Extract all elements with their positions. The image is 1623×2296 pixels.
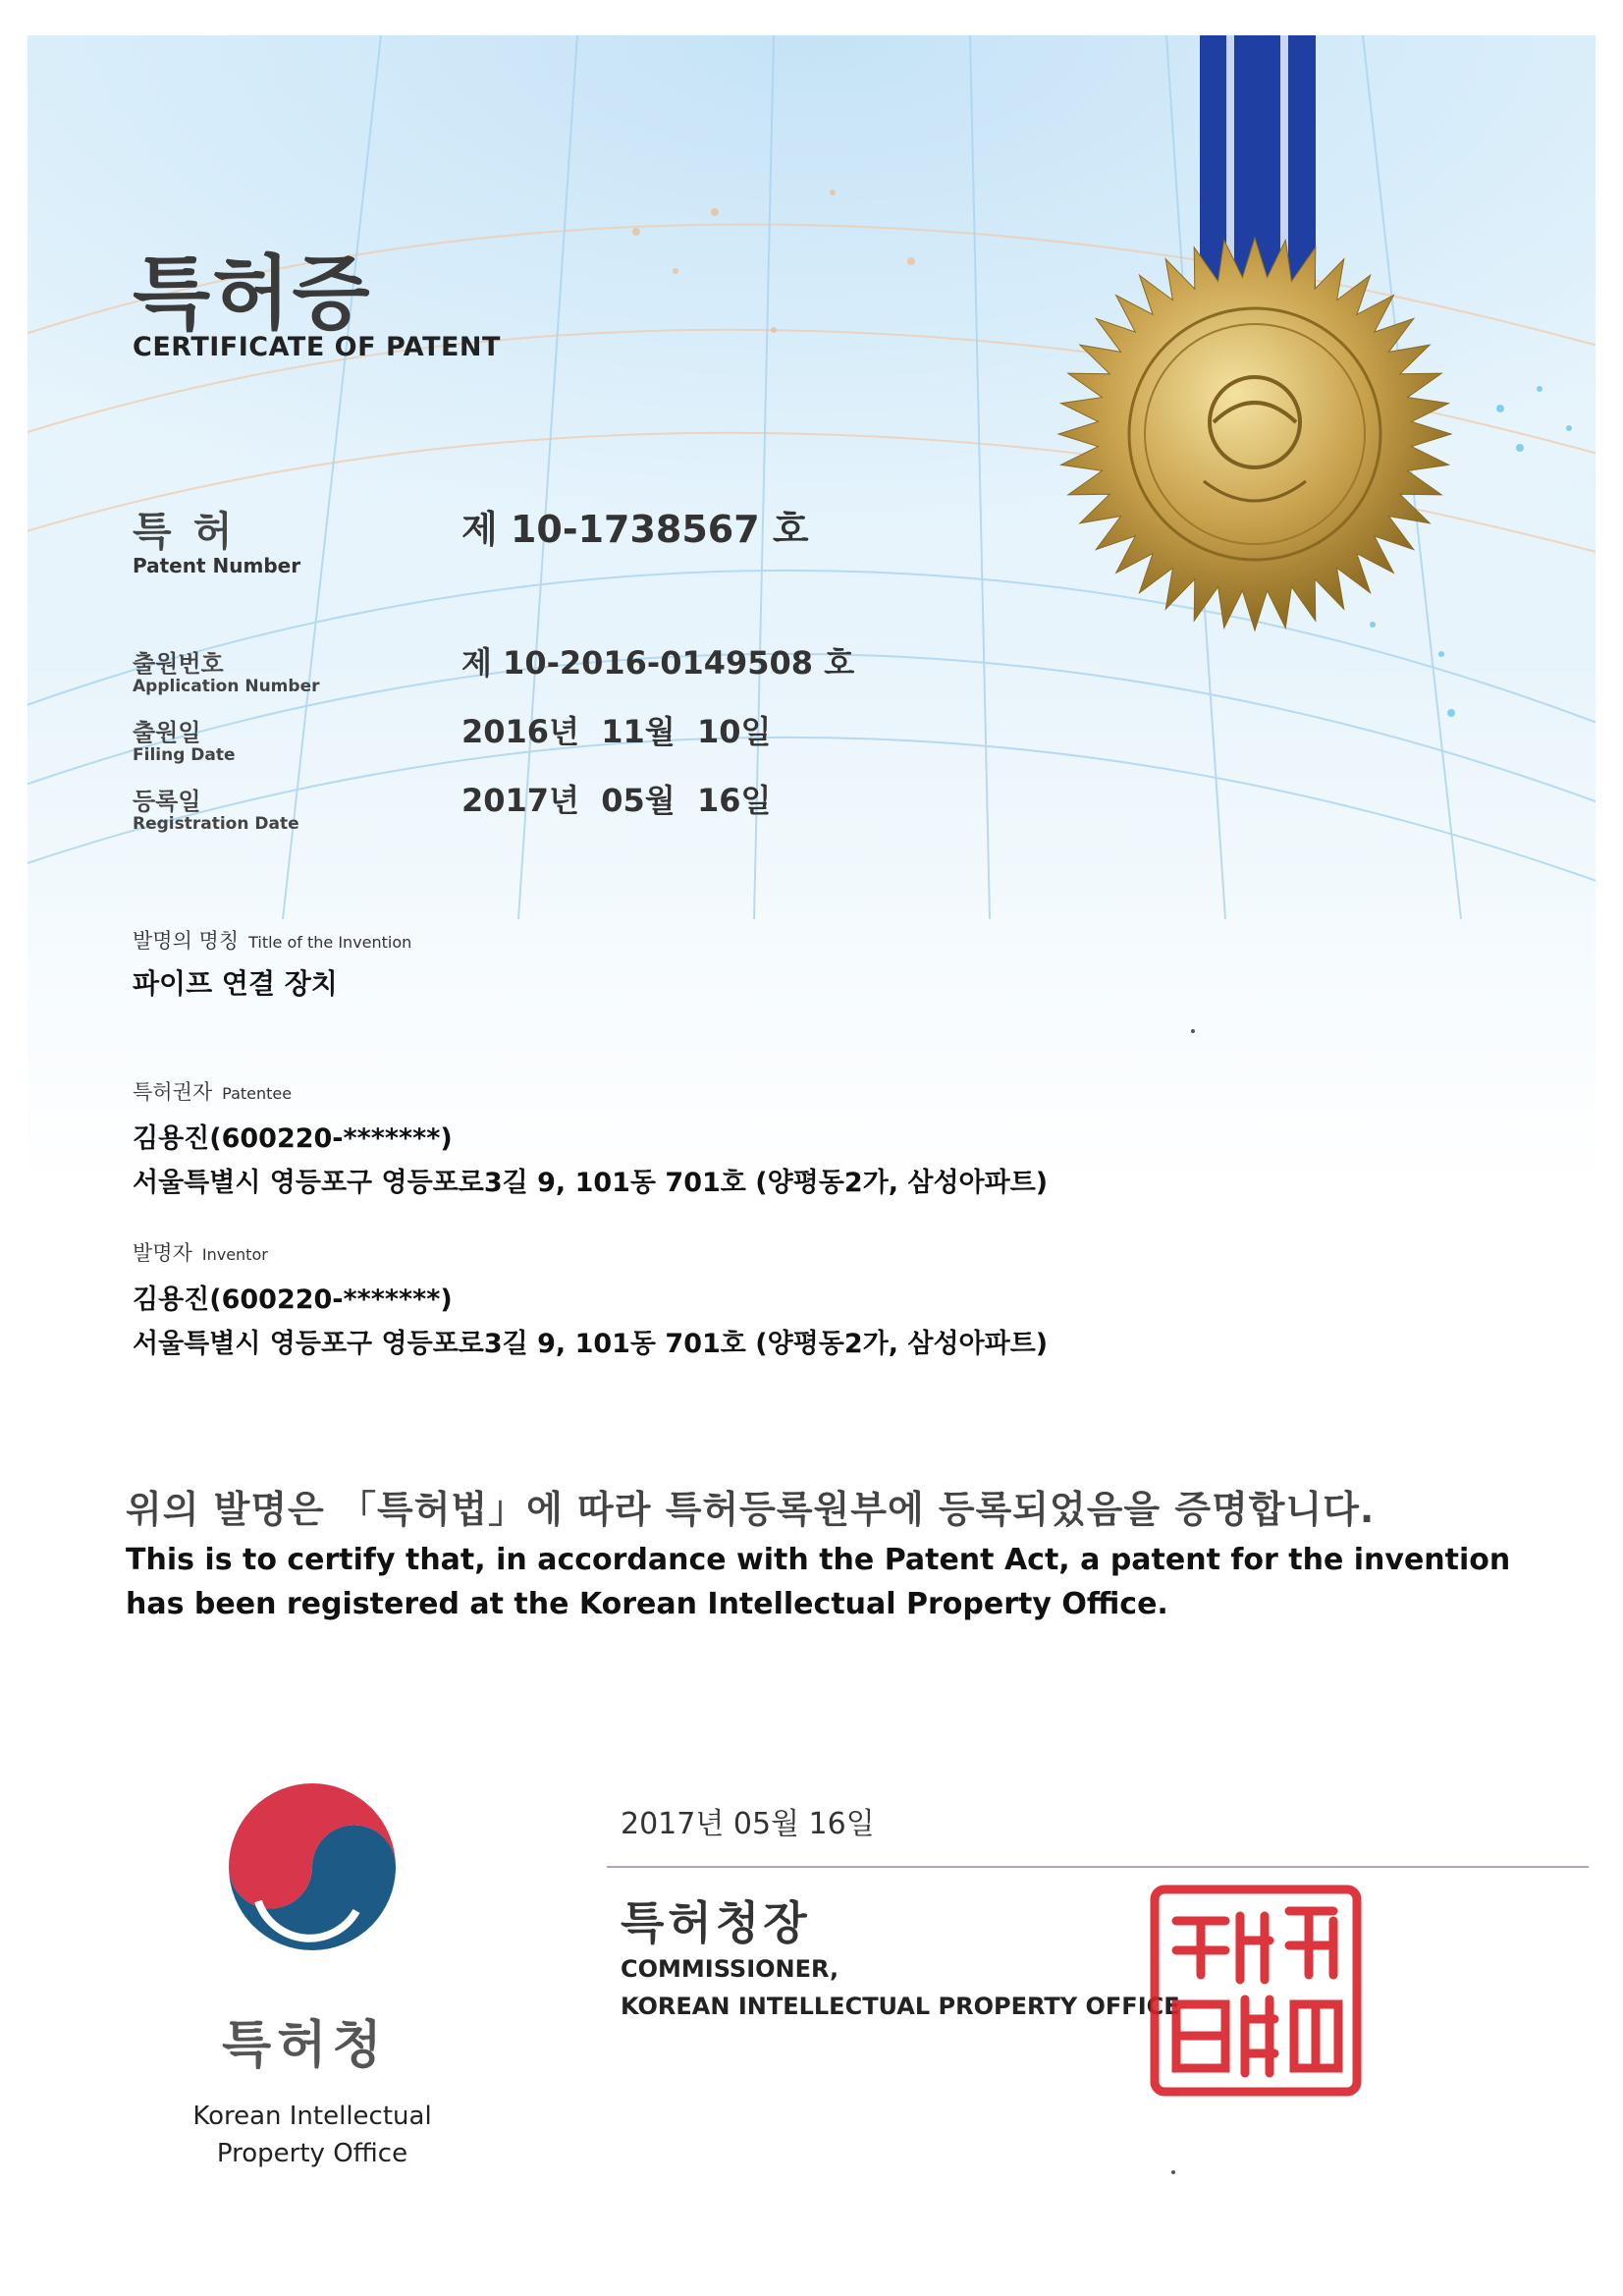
- taegeuk-emblem-icon: [219, 1774, 406, 1960]
- issue-date: 2017년 05월 16일: [621, 1807, 875, 1841]
- filing-date: 2016년 11월 10일: [461, 713, 772, 750]
- scan-speck: [1171, 2170, 1175, 2174]
- office-name-en: [165, 2098, 460, 2172]
- patent-number: 제 10-1738567 호: [461, 508, 809, 551]
- invention-label: 발명의 명칭: [133, 929, 240, 953]
- certificate-sheet: [27, 35, 1596, 2261]
- office-name-en-1: Korean Intellectual: [192, 2102, 432, 2131]
- scan-speck: [1191, 1029, 1195, 1033]
- gold-seal-icon: [1056, 236, 1453, 632]
- commissioner-title-en-1: COMMISSIONER,: [621, 1955, 839, 1983]
- office-name: 특허청: [222, 2016, 388, 2075]
- filing-label-en: Filing Date: [133, 745, 236, 765]
- certificate-subtitle: CERTIFICATE OF PATENT: [133, 332, 501, 362]
- patentee-heading: [133, 1076, 292, 1106]
- certification-statement-en-2: has been registered at the Korean Intellectual Property Office.: [126, 1587, 1168, 1621]
- registration-date: 2017년 05월 16일: [461, 782, 772, 819]
- office-name-en-2: Property Office: [216, 2139, 408, 2168]
- patentee-address: 서울특별시 영등포구 영등포로3길 9, 101동 701호 (양평동2가, 삼성아파트): [133, 1168, 1049, 1198]
- application-label: 출원번호: [133, 650, 224, 678]
- certification-statement-en-1: This is to certify that, in accordance with the Patent Act, a patent for the invention: [126, 1543, 1511, 1577]
- commissioner-title: 특허청장: [621, 1896, 811, 1949]
- divider-line: [607, 1866, 1589, 1868]
- certification-statement-ko: 위의 발명은 「특허법」에 따라 특허등록원부에 등록되었음을 증명합니다.: [126, 1488, 1376, 1531]
- inventor-address: 서울특별시 영등포구 영등포로3길 9, 101동 701호 (양평동2가, 삼성아파트): [133, 1329, 1049, 1359]
- filing-label: 출원일: [133, 719, 201, 746]
- application-label-en: Application Number: [133, 677, 320, 696]
- invention-title: 파이프 연결 장치: [133, 967, 338, 1000]
- official-stamp-icon: [1147, 1882, 1365, 2100]
- invention-label-en: Title of the Invention: [248, 933, 412, 952]
- registration-label: 등록일: [133, 788, 201, 815]
- patentee-label-en: Patentee: [222, 1084, 293, 1103]
- certificate-title: 특허증: [133, 247, 372, 341]
- patentee-name: 김용진(600220-*******): [133, 1123, 453, 1154]
- patentee-label: 특허권자: [133, 1080, 213, 1104]
- application-number: 제 10-2016-0149508 호: [461, 644, 855, 682]
- inventor-name: 김용진(600220-*******): [133, 1285, 453, 1315]
- patent-label-en: Patent Number: [133, 554, 301, 577]
- patent-label: 특 허: [133, 508, 237, 555]
- commissioner-title-en-2: KOREAN INTELLECTUAL PROPERTY OFFICE: [621, 1993, 1180, 2020]
- inventor-heading: [133, 1237, 268, 1267]
- inventor-label: 발명자: [133, 1241, 192, 1265]
- inventor-label-en: Inventor: [201, 1245, 268, 1264]
- invention-heading: [133, 925, 411, 955]
- registration-label-en: Registration Date: [133, 814, 299, 834]
